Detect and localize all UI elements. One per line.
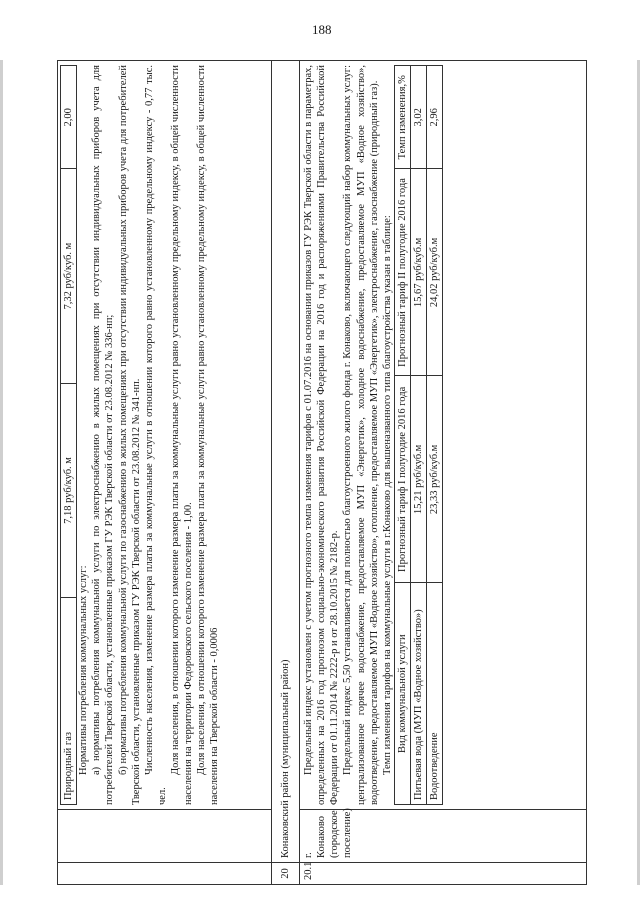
paragraph: Доля населения, в отношении которого изменение размера платы за коммунальные услуги равно установленному предельному индексу, в общей численности населения на территории Федоровского сельского поселения - 1,00. bbox=[170, 65, 195, 805]
service-name: Водоотведение bbox=[427, 583, 443, 805]
tariff-h1: 15,21 руб/куб.м bbox=[411, 376, 427, 583]
table-row-section bbox=[272, 61, 300, 885]
table-row bbox=[411, 66, 427, 805]
tariff-table bbox=[394, 65, 443, 805]
gas-name: Природный газ bbox=[61, 598, 77, 805]
gas-tariff-table bbox=[60, 65, 77, 805]
tariff-h1: 23,33 руб/куб.м bbox=[427, 376, 443, 583]
paragraph: а) нормативы потребления коммунальной услуги по электроснабжению в жилых помещениях при отсутствии индивидуальных приборов учета для потребителей Тверской области, установленные приказом ГУ РЭК Тверской области от 23.08.2012 № 336-нп; bbox=[91, 65, 116, 805]
previous-row-content bbox=[58, 61, 272, 810]
gas-rate: 2,00 bbox=[61, 66, 77, 170]
paragraph: Нормативы потребления коммунальных услуг: bbox=[78, 565, 90, 775]
page-number: 188 bbox=[312, 22, 332, 37]
paragraph: б) нормативы потребления коммунальной услуги по газоснабжению в жилых помещениях при отсутствии индивидуальных приборов учета для потребителей Тверской области, установленные приказом ГУ РЭК Тверской области от 23.08.2012 № 341-нп. bbox=[117, 65, 142, 805]
tariff-h2: 15,67 руб/куб.м bbox=[411, 169, 427, 376]
rotated-page-content bbox=[57, 60, 587, 885]
column-header: Прогнозный тариф I полугодие 2016 года bbox=[394, 376, 410, 583]
section-number: 20 bbox=[272, 863, 300, 885]
gas-tariff-h1: 7,18 руб/куб. м bbox=[61, 383, 77, 597]
change-rate: 2,96 bbox=[427, 66, 443, 170]
paragraph: Численность населения, изменение размера платы за коммунальные услуги в отношении которого равно установленному предельному индексу - 0,77 тыс. чел. bbox=[143, 65, 168, 805]
municipality-name: г. Конаково (городское поселение) bbox=[300, 810, 587, 863]
table-row bbox=[61, 66, 77, 805]
column-header: Вид коммунальной услуги bbox=[394, 583, 410, 805]
table-row bbox=[427, 66, 443, 805]
column-header: Темп изменения,% bbox=[394, 66, 410, 170]
row-number: 20.1 bbox=[300, 863, 587, 885]
row-content bbox=[300, 61, 587, 810]
section-title: Конаковский район (муниципальный район) bbox=[272, 61, 300, 863]
paragraph: Темп изменения тарифов на коммунальные услуги в г.Конаково для вышеназванного типа благоустройства указан в таблице: bbox=[381, 215, 393, 775]
change-rate: 3,02 bbox=[411, 66, 427, 170]
table-header-row bbox=[394, 66, 410, 805]
paragraph: Доля населения, в отношении которого изменение размера платы за коммунальные услуги равно установленному предельному индексу, в общей численности населения на Тверской области - 0,0006 bbox=[196, 65, 221, 805]
gas-tariff-h2: 7,32 руб/куб. м bbox=[61, 169, 77, 383]
column-header: Прогнозный тариф II полугодие 2016 года bbox=[394, 169, 410, 376]
tariff-h2: 24,02 руб/куб.м bbox=[427, 169, 443, 376]
page-edge-left bbox=[0, 60, 3, 885]
paragraph: Предельный индекс установлен с учетом прогнозного темпа изменения тарифов с 01.07.2016 на основании приказов ГУ РЭК Тверской области в параметрах, определенных на 2016 год прогнозом социально-экономического развития Российской Федерации на 2016 год и распоряжениями Правительства Российской Федерации от 01.11.2014 № 2222-р и от 28.10.2015 № 2182-р. bbox=[303, 65, 341, 805]
table-row-20-1 bbox=[300, 61, 587, 885]
table-row-previous bbox=[58, 61, 272, 885]
paragraph: Предельный индекс 5,50 устанавливается для полностью благоустроенного жилого фонда г. Конаково, включающего следующий набор коммунальных услуг: централизованное горячее водоснабжение, предоставляемое МУП «Энергетик», холодное водоснабжение, предоставляемое МУП «Водное хозяйство», водоотведение, предоставляемое МУП «Водное хозяйство», отопление, предоставляемое МУП «Энергетик», электроснабжение, газоснабжение (природный газ). bbox=[342, 65, 380, 805]
main-table bbox=[57, 60, 587, 885]
service-name: Питьевая вода (МУП «Водное хозяйство») bbox=[411, 583, 427, 805]
